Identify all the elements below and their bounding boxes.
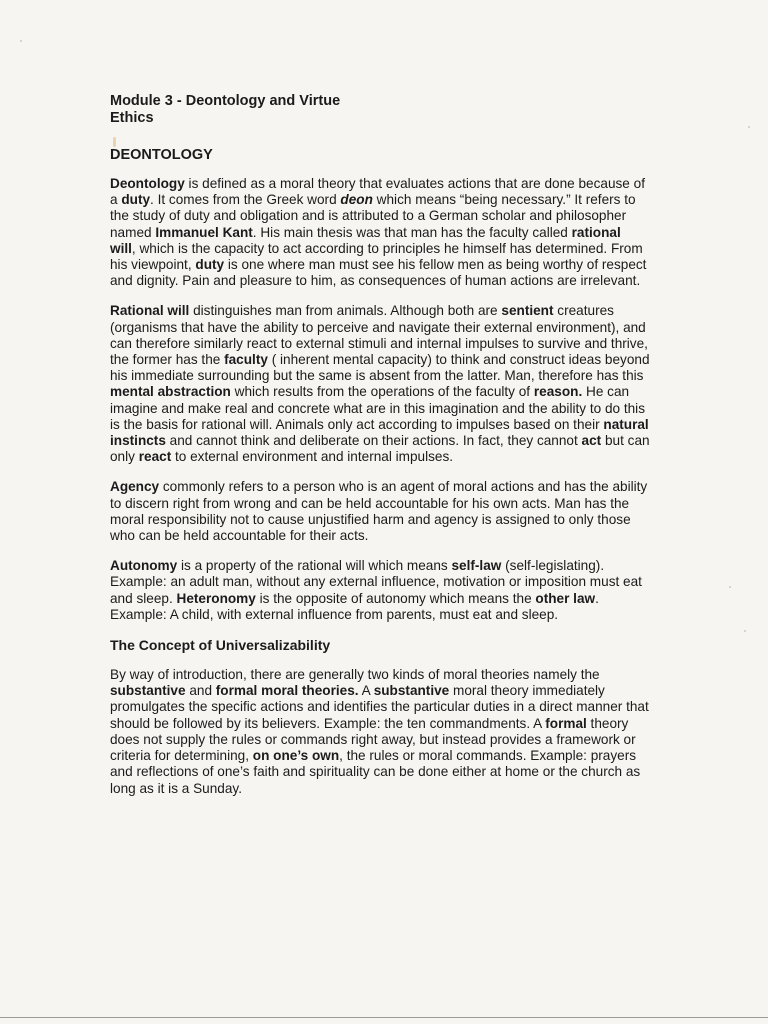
- bold-term: Heteronomy: [176, 590, 256, 606]
- text-run: theory does not supply the rules or commands right away, but instead provides a framework or criteria for determining,: [110, 715, 636, 764]
- bold-term: substantive: [373, 683, 450, 699]
- text-run: which means “being necessary.” It refers to the study of duty and obligation and is attributed to a German scholar and philosopher named: [110, 192, 636, 240]
- text-run: ( inherent mental capacity) to think and construct ideas beyond his immediate surrounding but the same is absent from the latter. Man, therefore has this: [110, 352, 650, 384]
- bold-term: faculty: [224, 352, 268, 368]
- text-run: but can only: [110, 433, 650, 465]
- bold-term: formal moral theories.: [215, 683, 359, 699]
- bold-term: duty: [121, 192, 151, 208]
- text-run: which results from the operations of the faculty of: [230, 384, 534, 400]
- scan-speck: [748, 126, 750, 128]
- bold-term: react: [138, 449, 172, 465]
- text-run: commonly refers to a person who is an agent of moral actions and has the ability to discern right from wrong and can be held accountable for his own acts. Man has the moral responsibility not to cause unjustified harm and agency is assigned to only those who can be held accountable for their acts.: [110, 479, 648, 544]
- text-run: , the rules or moral commands. Example: prayers and reflections of one’s faith and spirituality can be done either at home or the church as long as it is a Sunday.: [110, 748, 641, 796]
- bold-term: rational will: [110, 224, 621, 256]
- text-run: He can imagine and make real and concrete what are in this imagination and the ability to do this is the basis for rational will. Animals only act according to impulses based on their: [110, 384, 646, 432]
- bold-term: substantive: [110, 683, 186, 699]
- document-body: [110, 93, 650, 811]
- page-bottom-edge: [0, 1017, 768, 1018]
- text-run: to external environment and internal impulses.: [171, 449, 454, 465]
- bold-term: Autonomy: [110, 558, 178, 574]
- emphasis-text: deon: [340, 192, 373, 208]
- text-run: A: [358, 683, 374, 699]
- paragraph-autonomy: [110, 558, 650, 623]
- emphasis-wrapper: [340, 192, 372, 207]
- bold-term: Rational will: [110, 303, 190, 319]
- text-run: . His main thesis was that man has the faculty called: [252, 224, 572, 240]
- text-run: By way of introduction, there are generally two kinds of moral theories namely the: [110, 667, 600, 683]
- text-run: moral theory immediately promulgates the specific actions and identifies the particular duties in a direct manner that should be followed by its believers. Example: the ten commandments. A: [110, 683, 649, 731]
- bold-term: duty: [195, 257, 225, 273]
- text-run: and: [185, 683, 216, 699]
- text-run: and cannot think and deliberate on their actions. In fact, they cannot: [165, 433, 582, 449]
- document-title: Module 3 - Deontology and Virtue Ethics: [110, 93, 341, 126]
- section-heading-deontology: DEONTOLOGY: [110, 147, 213, 163]
- text-run: , which is the capacity to act according to principles he himself has determined. From his viewpoint,: [110, 240, 643, 273]
- bold-term: other law: [535, 590, 596, 606]
- text-run: is defined as a moral theory that evaluates actions that are done because of a: [110, 176, 645, 208]
- paragraph-rational-will: [110, 303, 650, 465]
- text-run: . Example: A child, with external influence from parents, must eat and sleep.: [110, 590, 599, 622]
- scan-speck: [744, 630, 746, 632]
- text-run: is one where man must see his fellow men as being worthy of respect and dignity. Pain and pleasure to him, as consequences of human actions are irrelevant.: [110, 257, 647, 289]
- bold-term: natural instincts: [110, 416, 649, 449]
- text-run: is the opposite of autonomy which means the: [255, 590, 536, 606]
- scan-speck: [729, 586, 731, 588]
- text-run: distinguishes man from animals. Although both are: [189, 303, 502, 319]
- bold-term: Agency: [110, 479, 160, 495]
- bold-term: on one’s own: [252, 748, 340, 764]
- section-heading-universalizability: The Concept of Universalizability: [110, 637, 331, 654]
- text-run: (self-legislating). Example: an adult man, without any external influence, motivation or imposition must eat and sleep.: [110, 558, 642, 606]
- bold-term: Immanuel Kant: [155, 224, 253, 240]
- paragraph-moral-theories: [110, 667, 650, 797]
- text-run: creatures (organisms that have the ability to perceive and navigate their external environment), and can therefore similarly react to external stimuli and internal impulses to survive and thrive, the former has the: [110, 303, 648, 368]
- text-run: . It comes from the Greek word: [150, 192, 341, 208]
- bold-term: act: [581, 433, 602, 449]
- bold-term: mental abstraction: [110, 384, 231, 400]
- scan-speck: [20, 40, 22, 42]
- text-run: is a property of the rational will which means: [177, 558, 452, 574]
- bold-term: sentient: [501, 303, 554, 319]
- bold-term: Deontology: [110, 176, 185, 191]
- bold-term: reason.: [533, 384, 583, 400]
- bold-term: self-law: [451, 558, 502, 574]
- paragraph-agency: [110, 479, 650, 544]
- bold-term: formal: [545, 715, 587, 731]
- paragraph-deontology-definition: [110, 176, 650, 289]
